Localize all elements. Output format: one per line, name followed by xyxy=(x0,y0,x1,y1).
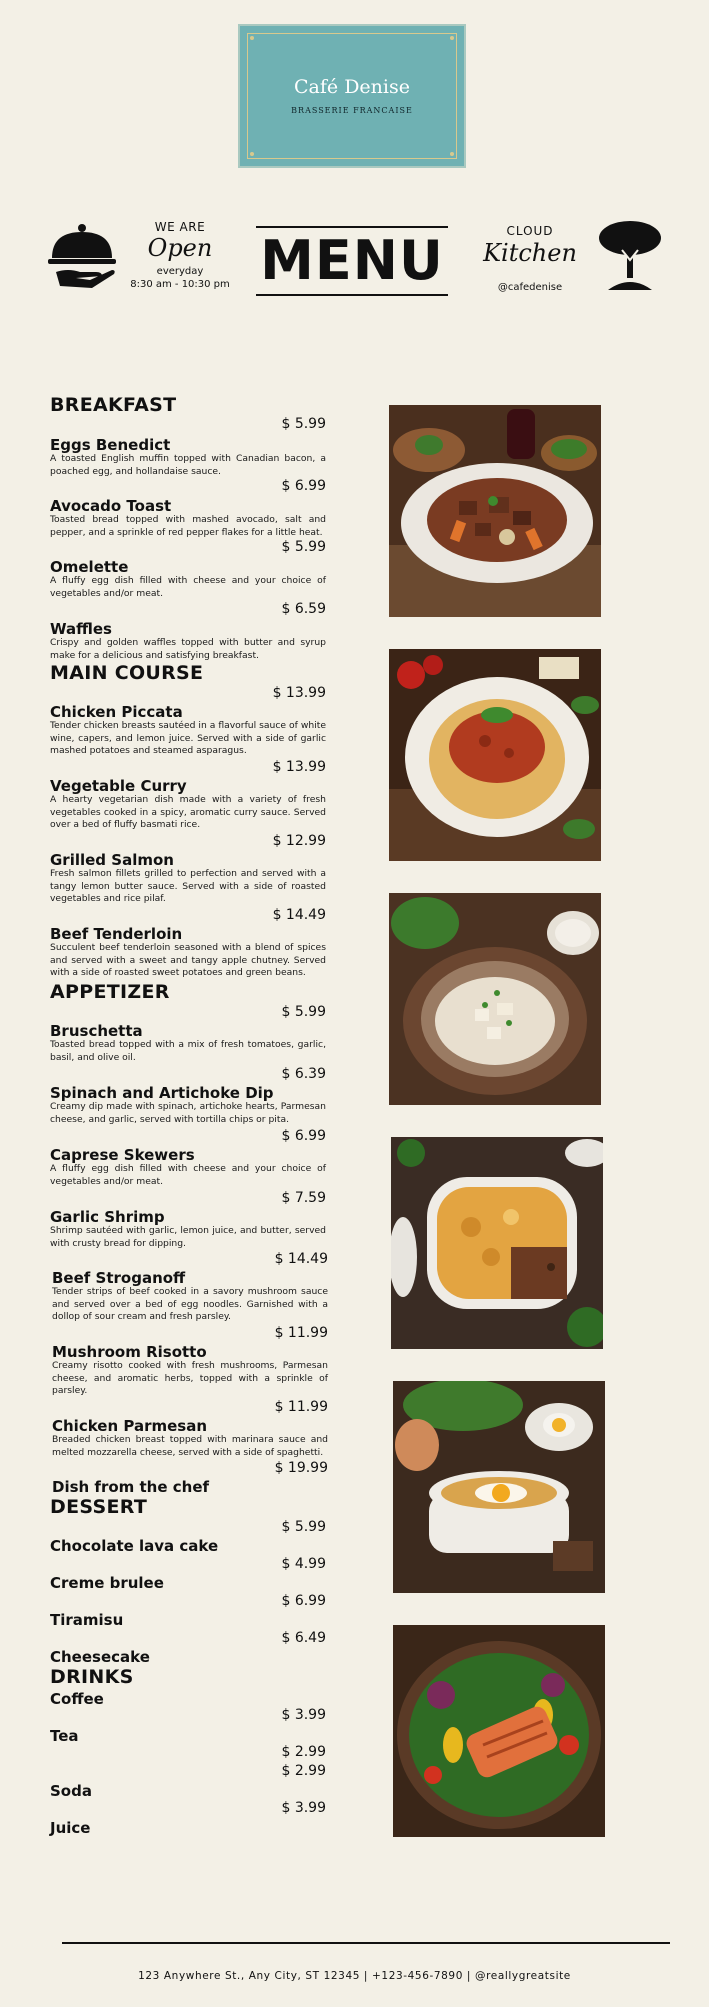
item-price: $ 6.99 xyxy=(281,1128,326,1144)
appetizer-heading: APPETIZER xyxy=(50,981,170,1003)
item-price: $ 5.99 xyxy=(281,539,326,555)
item-description: Tender strips of beef cooked in a savory mushroom sauce and served over a bed of egg noodles. Garnished with a dollop of sour cream and fresh parsley. xyxy=(52,1286,328,1322)
item-price: $ 7.59 xyxy=(281,1190,326,1206)
item-price: $ 2.99 xyxy=(281,1744,326,1760)
item-price: $ 5.99 xyxy=(281,1004,326,1020)
item-name: Coffee xyxy=(50,1690,104,1708)
item-name: Eggs Benedict xyxy=(50,436,171,454)
item-name: Caprese Skewers xyxy=(50,1146,195,1164)
item-description: Tender chicken breasts sautéed in a flavorful sauce of white wine, capers, and lemon juice. Served with a side of garlic mashed potatoes and steamed asparagus. xyxy=(50,720,326,756)
salmon-salad-photo xyxy=(393,1625,605,1837)
logo-corner-dot xyxy=(250,36,254,40)
item-description: A fluffy egg dish filled with cheese and your choice of vegetables and/or meat. xyxy=(50,575,326,599)
item-description: A fluffy egg dish filled with cheese and your choice of vegetables and/or meat. xyxy=(50,1163,326,1187)
footer-contact: 123 Anywhere St., Any City, ST 12345 | +123-456-7890 | @reallygreatsite xyxy=(138,1970,571,1982)
opening-hours-block xyxy=(130,220,230,290)
logo-corner-dot xyxy=(450,152,454,156)
item-name: Mushroom Risotto xyxy=(52,1343,207,1361)
open-label: Open xyxy=(147,234,213,262)
item-name: Garlic Shrimp xyxy=(50,1208,165,1226)
item-price: $ 6.49 xyxy=(281,1630,326,1646)
item-price: $ 5.99 xyxy=(281,416,326,432)
item-price: $ 14.49 xyxy=(274,1251,328,1267)
item-name: Chicken Parmesan xyxy=(52,1417,208,1435)
spaghetti-bolognese-photo xyxy=(389,649,601,861)
item-price: $ 11.99 xyxy=(274,1325,328,1341)
item-name: Dish from the chef xyxy=(52,1478,210,1496)
item-description: Creamy dip made with spinach, artichoke hearts, Parmesan cheese, and garlic, served with tortilla chips or pita. xyxy=(50,1101,326,1125)
beef-stew-photo xyxy=(389,405,601,617)
item-price: $ 3.99 xyxy=(281,1800,326,1816)
hours-label: 8:30 am - 10:30 pm xyxy=(130,279,230,290)
item-name: Creme brulee xyxy=(50,1574,164,1592)
breakfast-heading: BREAKFAST xyxy=(50,394,177,416)
item-price: $ 3.99 xyxy=(281,1707,326,1723)
social-handle: @cafedenise xyxy=(497,282,563,293)
shepherds-pie-photo xyxy=(391,1137,603,1349)
item-description: A hearty vegetarian dish made with a variety of fresh vegetables cooked in a spicy, aromatic curry sauce. Served over a bed of fluffy basmati rice. xyxy=(50,794,326,830)
logo-corner-dot xyxy=(450,36,454,40)
menu-title: MENU xyxy=(256,226,448,296)
cloud-kitchen-block xyxy=(482,224,578,293)
cloud-label: CLOUD xyxy=(506,224,554,238)
logo-subtitle: BRASSERIE FRANCAISE xyxy=(291,106,413,115)
item-price: $ 19.99 xyxy=(274,1460,328,1476)
item-name: Cheesecake xyxy=(50,1648,150,1666)
item-name: Beef Stroganoff xyxy=(52,1269,186,1287)
item-description: Crispy and golden waffles topped with butter and syrup make for a delicious and satisfying breakfast. xyxy=(50,637,326,661)
item-name: Grilled Salmon xyxy=(50,851,174,869)
dessert-heading: DESSERT xyxy=(50,1496,148,1518)
we-are-label: WE ARE xyxy=(154,220,206,234)
item-name: Chicken Piccata xyxy=(50,703,183,721)
item-name: Avocado Toast xyxy=(50,497,172,515)
item-price: $ 2.99 xyxy=(281,1763,326,1779)
chicken-cream-soup-photo xyxy=(389,893,601,1105)
item-price: $ 5.99 xyxy=(281,1519,326,1535)
item-description: Succulent beef tenderloin seasoned with a blend of spices and served with a sweet and tangy apple chutney. Served with a side of roasted sweet potatoes and green beans. xyxy=(50,942,326,978)
item-name: Waffles xyxy=(50,620,112,638)
item-name: Chocolate lava cake xyxy=(50,1537,219,1555)
cafe-logo xyxy=(238,24,466,168)
item-description: Shrimp sautéed with garlic, lemon juice, and butter, served with crusty bread for dipping. xyxy=(50,1225,326,1249)
item-name: Tiramisu xyxy=(50,1611,124,1629)
item-price: $ 6.39 xyxy=(281,1066,326,1082)
tree-icon xyxy=(598,220,662,292)
item-description: Toasted bread topped with a mix of fresh tomatoes, garlic, basil, and olive oil. xyxy=(50,1039,326,1063)
item-name: Beef Tenderloin xyxy=(50,925,183,943)
item-name: Tea xyxy=(50,1727,79,1745)
kitchen-label: Kitchen xyxy=(483,239,577,267)
item-description: Breaded chicken breast topped with marinara sauce and melted mozzarella cheese, served with a side of spaghetti. xyxy=(52,1434,328,1458)
item-price: $ 4.99 xyxy=(281,1556,326,1572)
item-price: $ 6.99 xyxy=(281,1593,326,1609)
everyday-label: everyday xyxy=(156,266,204,277)
item-price: $ 6.59 xyxy=(281,601,326,617)
item-name: Vegetable Curry xyxy=(50,777,187,795)
drinks-heading: DRINKS xyxy=(50,1666,134,1688)
item-price: $ 11.99 xyxy=(274,1399,328,1415)
logo-corner-dot xyxy=(250,152,254,156)
item-description: Creamy risotto cooked with fresh mushrooms, Parmesan cheese, and aromatic herbs, topped with a sprinkle of parsley. xyxy=(52,1360,328,1396)
logo-title: Café Denise xyxy=(294,76,410,98)
item-name: Spinach and Artichoke Dip xyxy=(50,1084,274,1102)
item-price: $ 13.99 xyxy=(272,759,326,775)
main-course-heading: MAIN COURSE xyxy=(50,662,204,684)
item-name: Bruschetta xyxy=(50,1022,143,1040)
item-description: Fresh salmon fillets grilled to perfection and served with a tangy lemon butter sauce. Served with a side of roasted vegetables and rice pilaf. xyxy=(50,868,326,904)
item-name: Omelette xyxy=(50,558,129,576)
cloche-serving-icon xyxy=(46,222,118,292)
item-price: $ 14.49 xyxy=(272,907,326,923)
item-name: Soda xyxy=(50,1782,92,1800)
item-price: $ 6.99 xyxy=(281,478,326,494)
footer-divider xyxy=(62,1942,670,1944)
item-price: $ 13.99 xyxy=(272,685,326,701)
item-name: Juice xyxy=(50,1819,91,1837)
baked-egg-photo xyxy=(393,1381,605,1593)
item-description: Toasted bread topped with mashed avocado, salt and pepper, and a sprinkle of red pepper flakes for a little heat. xyxy=(50,514,326,538)
item-price: $ 12.99 xyxy=(272,833,326,849)
item-description: A toasted English muffin topped with Canadian bacon, a poached egg, and hollandaise sauce. xyxy=(50,453,326,477)
